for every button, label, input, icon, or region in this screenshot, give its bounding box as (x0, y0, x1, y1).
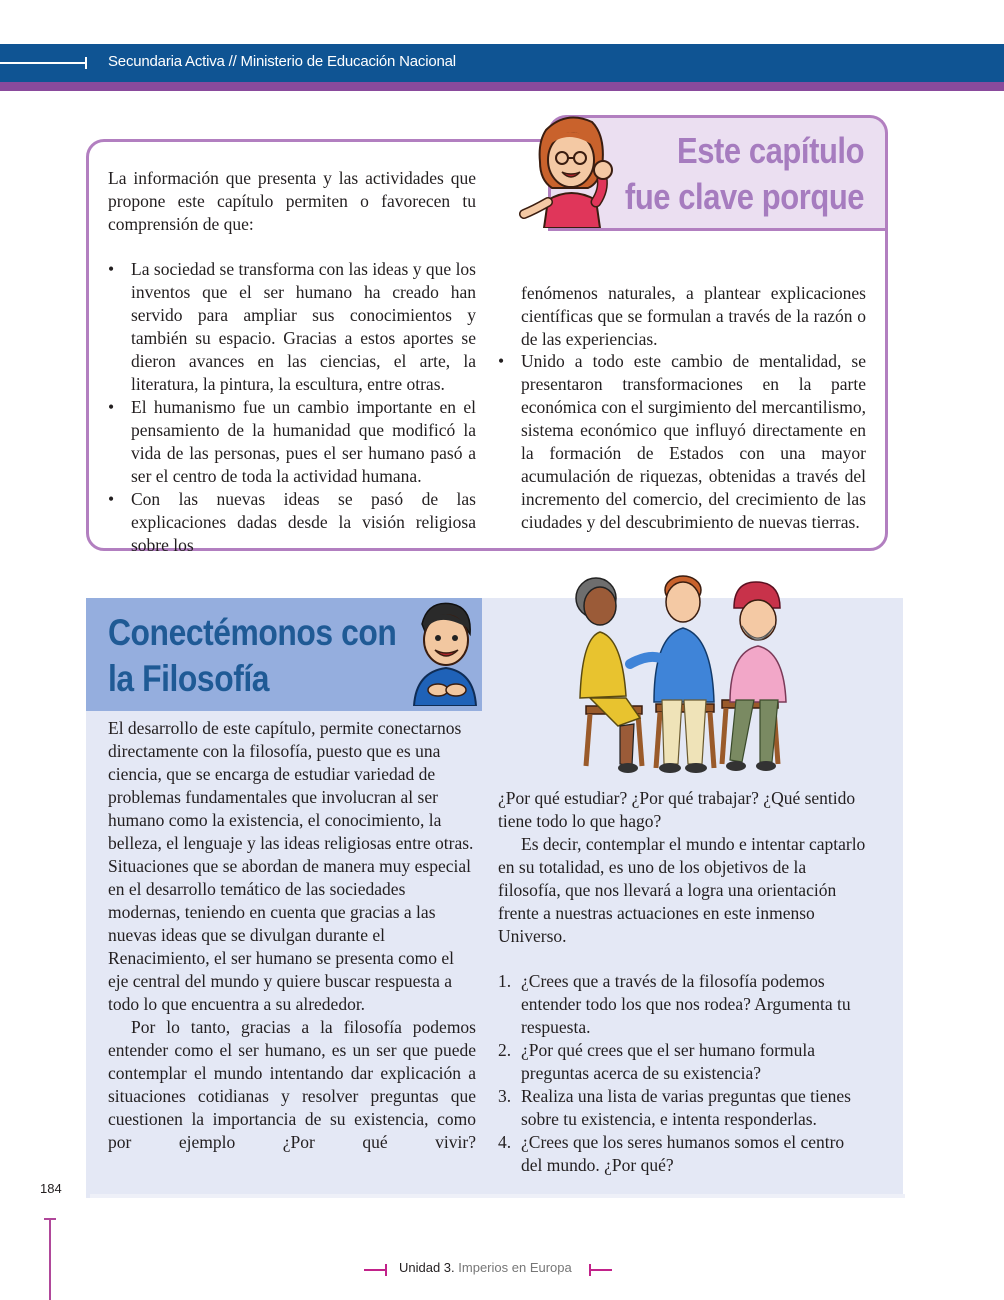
header-rule-tick (85, 57, 87, 69)
summary-bullet-continuation: fenómenos naturales, a plantear explicaciones científicas que se formulan a través de la razón o de las experiencias. (521, 283, 866, 349)
list-item (498, 1131, 866, 1177)
header-stripe (0, 82, 1004, 91)
philosophy-paragraph-2: Por lo tanto, gracias a la filosofía podemos entender como el ser humano, es un ser que puede contemplar el mundo intentando dar explicación a situaciones cotidianas y resolver preguntas que cuestionen la importancia de su existencia, como por ejemplo ¿Por qué vivir? (108, 1017, 476, 1152)
summary-title-line2: fue clave porque (624, 176, 864, 217)
philosophy-title-line2: la Filosofía (108, 658, 270, 699)
list-item: • La sociedad se transforma con las ideas y que los inventos que el ser humano ha creado han servido para ampliar sus conocimientos y también su espacio. Gracias a estos aportes se dieron avances en las ciencias, el arte, la literatura, la pintura, la escultura, entre otras. (108, 258, 476, 396)
footer-rule-left (364, 1269, 386, 1271)
people-discussion-illustration (570, 568, 792, 780)
philosophy-paragraph-4: Es decir, contemplar el mundo e intentar captarlo en su totalidad, es uno de los objetivos de la filosofía, que nos llevará a logra una orientación frente a nuestras actuaciones en este inmenso Universo. (498, 834, 866, 946)
header-rule (0, 62, 86, 64)
philosophy-title-line1: Conectémonos con (108, 612, 397, 653)
question-text: ¿Crees que a través de la filosofía podemos entender todo los que nos rodea? Argumenta tu respuesta. (521, 971, 851, 1037)
list-item (498, 970, 866, 1039)
summary-box-header-rule (548, 228, 888, 231)
philosophy-right-column (498, 787, 866, 948)
question-number: 3. (498, 1086, 512, 1106)
footer-rule-left-tick (385, 1264, 387, 1276)
summary-intro: La información que presenta y las actividades que propone este capítulo permiten o favorecen tu comprensión de que: (108, 168, 476, 234)
summary-box-title (625, 128, 864, 220)
summary-title-line1: Este capítulo (676, 130, 864, 171)
list-item: • El humanismo fue un cambio importante en el pensamiento de la humanidad que modificó la vida de las personas, pues el ser humano pasó a ser el centro de toda la actividad humana. (108, 396, 476, 488)
footer-rule-right-tick (589, 1264, 591, 1276)
philosophy-paragraph-3: ¿Por qué estudiar? ¿Por qué trabajar? ¿Qué sentido tiene todo lo que hago? (498, 788, 856, 831)
list-item (498, 1039, 866, 1085)
philosophy-questions (498, 970, 866, 1177)
list-item (498, 1085, 866, 1131)
list-item: • Con las nuevas ideas se pasó de las explicaciones dadas desde la visión religiosa sobre los (108, 488, 476, 557)
page-number: 184 (40, 1181, 62, 1196)
list-item: • Unido a todo este cambio de mentalidad, se presentaron transformaciones en la parte económica con el surgimiento del mercantilismo, sistema económico que influyó directamente en la formación de Estados con una mayor acumulación de riquezas, obtenidas a través del incremento del comercio, del crecimiento de las ciudades y del descubrimiento de nuevas tierras. (498, 350, 866, 534)
footer-unit (399, 1260, 572, 1275)
philosophy-left-column (108, 717, 476, 1154)
question-number: 2. (498, 1040, 512, 1060)
question-text: ¿Crees que los seres humanos somos el centro del mundo. ¿Por qué? (521, 1132, 845, 1175)
footer-unit-title: Imperios en Europa (458, 1260, 572, 1275)
footer-unit-label: Unidad 3. (399, 1260, 455, 1275)
boy-illustration (408, 598, 480, 706)
summary-bullets-left (108, 258, 476, 557)
summary-bullets-right (498, 350, 866, 534)
teacher-girl-illustration (518, 110, 630, 228)
philosophy-section-shadow (90, 1194, 905, 1198)
header-title: Secundaria Activa // Ministerio de Educación Nacional (108, 53, 456, 70)
footer-margin-tick (44, 1218, 56, 1220)
philosophy-paragraph-1: El desarrollo de este capítulo, permite conectarnos directamente con la filosofía, puesto que es una ciencia, que se encarga de estudiar variedad de problemas fundamentales que involucran al ser humano como la existencia, el conocimiento, la belleza, el lenguaje y las ideas religiosas entre otras. Situaciones que se abordan de manera muy especial en el desarrollo temático de las sociedades modernas, teniendo en cuenta que gracias a las nuevas ideas que se divulgan durante el Renacimiento, el ser humano se presenta como el eje central del mundo y quiere buscar respuesta a todo lo que encuentra a su alrededor. (108, 718, 474, 1014)
footer-rule-right (590, 1269, 612, 1271)
question-number: 1. (498, 971, 512, 991)
footer-margin-rule (49, 1218, 51, 1300)
question-text: ¿Por qué crees que el ser humano formula preguntas acerca de su existencia? (521, 1040, 815, 1083)
question-text: Realiza una lista de varias preguntas que tienes sobre tu existencia, e intenta responderlas. (521, 1086, 851, 1129)
question-number: 4. (498, 1132, 512, 1152)
philosophy-section-title (108, 610, 396, 702)
